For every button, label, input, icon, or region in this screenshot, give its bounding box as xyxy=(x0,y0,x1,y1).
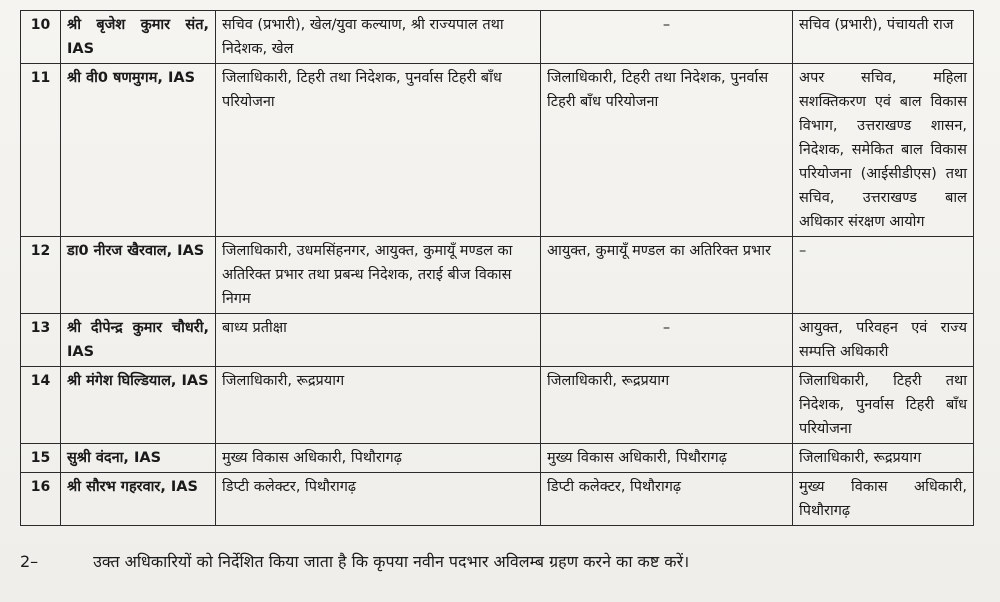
current-posting: मुख्य विकास अधिकारी, पिथौरागढ़ xyxy=(216,444,541,473)
table-row xyxy=(21,473,974,526)
current-posting: जिलाधिकारी, रूद्रप्रयाग xyxy=(216,367,541,444)
serial-number: 15 xyxy=(21,444,61,473)
current-posting: जिलाधिकारी, टिहरी तथा निदेशक, पुनर्वास टिहरी बाँध परियोजना xyxy=(216,64,541,237)
officer-transfer-table xyxy=(20,10,974,526)
serial-number: 10 xyxy=(21,11,61,64)
additional-charge: – xyxy=(541,314,793,367)
new-posting: मुख्य विकास अधिकारी, पिथौरागढ़ xyxy=(793,473,974,526)
new-posting: अपर सचिव, महिला सशक्तिकरण एवं बाल विकास विभाग, उत्तराखण्ड शासन, निदेशक, समेकित बाल विकास परियोजना (आईसीडीएस) तथा सचिव, उत्तराखण्ड बाल अधिकार संरक्षण आयोग xyxy=(793,64,974,237)
officer-name: श्री मंगेश घिल्डियाल, IAS xyxy=(61,367,216,444)
additional-charge: आयुक्त, कुमायूँ मण्डल का अतिरिक्त प्रभार xyxy=(541,237,793,314)
additional-charge: जिलाधिकारी, रूद्रप्रयाग xyxy=(541,367,793,444)
new-posting: – xyxy=(793,237,974,314)
officer-name: श्री दीपेन्द्र कुमार चौधरी, IAS xyxy=(61,314,216,367)
new-posting: आयुक्त, परिवहन एवं राज्य सम्पत्ति अधिकारी xyxy=(793,314,974,367)
officer-name: श्री सौरभ गहरवार, IAS xyxy=(61,473,216,526)
new-posting: सचिव (प्रभारी), पंचायती राज xyxy=(793,11,974,64)
current-posting: सचिव (प्रभारी), खेल/युवा कल्याण, श्री राज्यपाल तथा निदेशक, खेल xyxy=(216,11,541,64)
additional-charge: जिलाधिकारी, टिहरी तथा निदेशक, पुनर्वास टिहरी बाँध परियोजना xyxy=(541,64,793,237)
additional-charge: मुख्य विकास अधिकारी, पिथौरागढ़ xyxy=(541,444,793,473)
table-row xyxy=(21,237,974,314)
table-row xyxy=(21,314,974,367)
instruction-paragraph xyxy=(20,549,980,575)
officer-name: सुश्री वंदना, IAS xyxy=(61,444,216,473)
serial-number: 13 xyxy=(21,314,61,367)
table-row xyxy=(21,11,974,64)
additional-charge: – xyxy=(541,11,793,64)
new-posting: जिलाधिकारी, टिहरी तथा निदेशक, पुनर्वास टिहरी बाँध परियोजना xyxy=(793,367,974,444)
current-posting: जिलाधिकारी, उधमसिंहनगर, आयुक्त, कुमायूँ मण्डल का अतिरिक्त प्रभार तथा प्रबन्ध निदेशक, तराई बीज विकास निगम xyxy=(216,237,541,314)
serial-number: 12 xyxy=(21,237,61,314)
table-row xyxy=(21,367,974,444)
new-posting: जिलाधिकारी, रूद्रप्रयाग xyxy=(793,444,974,473)
paragraph-text: उक्त अधिकारियों को निर्देशित किया जाता है कि कृपया नवीन पदभार अविलम्ब ग्रहण करने का कष्ट करें। xyxy=(93,552,690,571)
current-posting: बाध्य प्रतीक्षा xyxy=(216,314,541,367)
officer-name: श्री वी0 षणमुगम, IAS xyxy=(61,64,216,237)
table-row xyxy=(21,64,974,237)
officer-name: डा0 नीरज खैरवाल, IAS xyxy=(61,237,216,314)
additional-charge: डिप्टी कलेक्टर, पिथौरागढ़ xyxy=(541,473,793,526)
serial-number: 14 xyxy=(21,367,61,444)
current-posting: डिप्टी कलेक्टर, पिथौरागढ़ xyxy=(216,473,541,526)
table-row xyxy=(21,444,974,473)
serial-number: 11 xyxy=(21,64,61,237)
paragraph-number: 2– xyxy=(20,552,39,571)
serial-number: 16 xyxy=(21,473,61,526)
officer-name: श्री बृजेश कुमार संत, IAS xyxy=(61,11,216,64)
